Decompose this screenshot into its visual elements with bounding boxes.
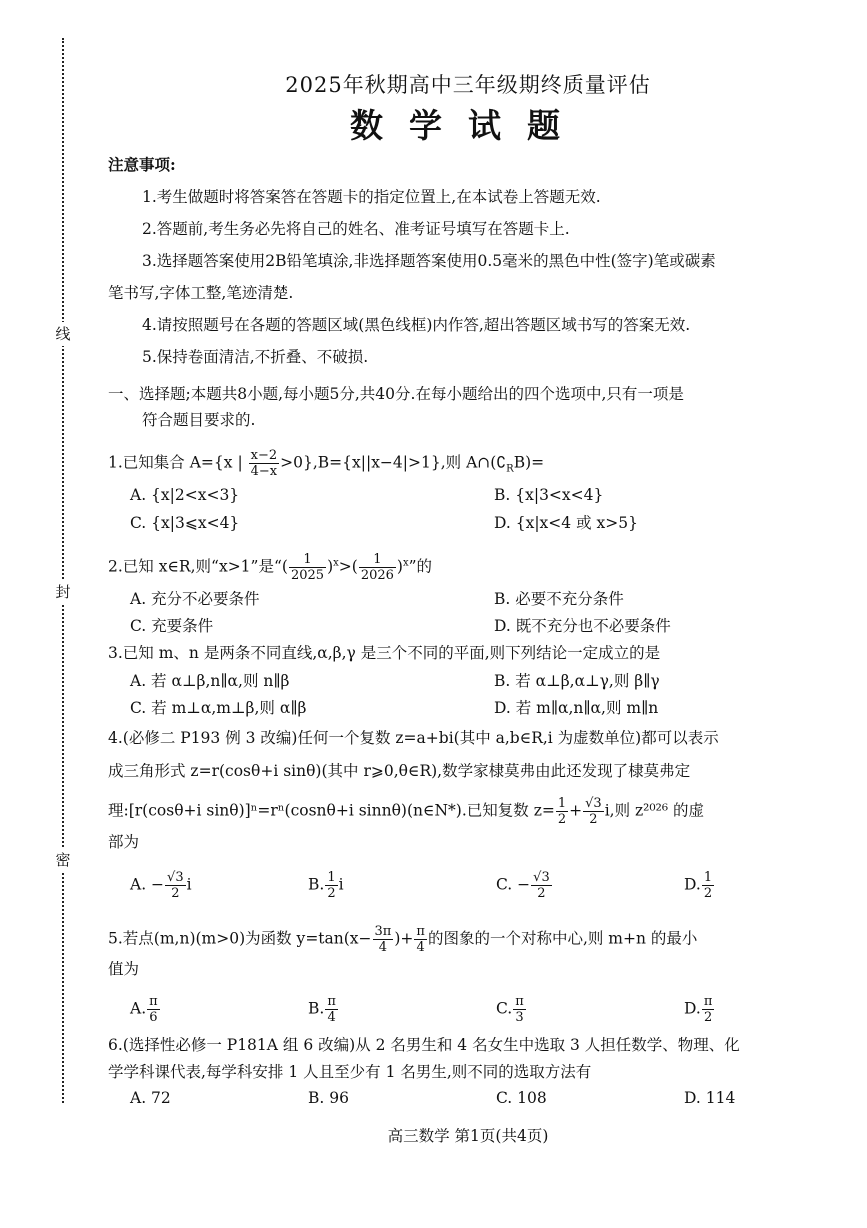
question-4-line: 成三角形式 z=r(cosθ+i sinθ)(其中 r⩾0,θ∈R),数学家棣莫弗由此还发现了棣莫弗定: [108, 762, 691, 780]
section-heading-cont: 符合题目要求的.: [142, 411, 256, 429]
note-item: 4.请按照题号在各题的答题区域(黑色线框)内作答,超出答题区域书写的答案无效.: [142, 316, 691, 334]
question-4-option-d: D. $\frac{1}{2}$: [684, 870, 713, 901]
question-2-option-d: D. 既不充分也不必要条件: [494, 617, 671, 635]
question-6-line: 学学科课代表,每学科安排 1 人且至少有 1 名男生,则不同的选取方法有: [108, 1063, 592, 1081]
question-3-option-d: D. 若 m∥α,n∥α,则 m∥n: [494, 699, 659, 717]
binding-char-secret: 密: [52, 848, 74, 872]
note-item: 1.考生做题时将答案答在答题卡的指定位置上,在本试卷上答题无效.: [142, 188, 601, 206]
question-3-option-c: C. 若 m⊥α,m⊥β,则 α∥β: [130, 699, 307, 717]
question-5-option-a: A. $\frac{\pi}{6}$: [130, 994, 158, 1025]
question-1-option-b: B. {x|3<x<4}: [494, 486, 604, 504]
question-4-line: 部为: [108, 833, 140, 851]
question-6-option-a: A. 72: [130, 1089, 171, 1107]
question-3-option-a: A. 若 α⊥β,n∥α,则 n∥β: [130, 672, 290, 690]
question-5-line: 5.若点(m,n)(m>0)为函数 y=tan(x− $\frac{3\pi}{4}$ )+ $\frac{\pi}{4}$ 的图象的一个对称中心,则 m+n 的最小: [108, 924, 698, 955]
question-5-line: 值为: [108, 960, 140, 978]
question-2-option-c: C. 充要条件: [130, 617, 214, 635]
question-3-stem: 3.已知 m、n 是两条不同直线,α,β,γ 是三个不同的平面,则下列结论一定成立的是: [108, 644, 661, 662]
question-5-option-c: C. $\frac{\pi}{3}$: [496, 994, 524, 1025]
note-item: 笔书写,字体工整,笔迹清楚.: [108, 284, 294, 302]
exam-title: 2025年秋期高中三年级期终质量评估: [285, 73, 651, 97]
note-item: 3.选择题答案使用2B铅笔填涂,非选择题答案使用0.5毫米的黑色中性(签字)笔或碳素: [142, 252, 716, 270]
question-6-option-d: D. 114: [684, 1089, 736, 1107]
question-1-stem: 1.已知集合 A={x | $\frac{x-2}{4-x}$ >0},B={x||x−4|>1},则 $A\cap(∁_RB)=$: [108, 448, 545, 479]
question-5-option-d: D. $\frac{\pi}{2}$: [684, 994, 713, 1025]
page-footer: 高三数学 第1页(共4页): [387, 1127, 549, 1145]
section-heading: 一、选择题;本题共8小题,每小题5分,共40分.在每小题给出的四个选项中,只有一项是: [108, 385, 684, 403]
question-1-option-c: C. {x|3⩽x<4}: [130, 514, 240, 532]
question-4-option-a: A. − $\frac{√3}{2}$ i: [130, 870, 192, 901]
binding-char-line: 线: [52, 322, 74, 346]
question-4-line: 4.(必修二 P193 例 3 改编)任何一个复数 z=a+bi(其中 a,b∈R,i 为虚数单位)都可以表示: [108, 729, 719, 747]
question-4-option-c: C. − $\frac{√3}{2}$: [496, 870, 550, 901]
question-4-option-b: B. $\frac{1}{2}$ i: [308, 870, 344, 901]
question-5-option-b: B. $\frac{\pi}{4}$: [308, 994, 336, 1025]
question-6-option-b: B. 96: [308, 1089, 349, 1107]
question-1-option-a: A. {x|2<x<3}: [130, 486, 240, 504]
binding-dotted-line: [62, 38, 64, 1103]
subject-title: 数学试题: [350, 106, 586, 145]
binding-char-seal: 封: [52, 580, 74, 604]
question-2-stem: 2.已知 x∈R,则“x>1”是“( $\frac{1}{2025}$ )$^x$>( $\frac{1}{2026}$ )$^x$”的: [108, 552, 433, 583]
question-2-option-a: A. 充分不必要条件: [130, 590, 260, 608]
question-3-option-b: B. 若 α⊥β,α⊥γ,则 β∥γ: [494, 672, 660, 690]
note-item: 5.保持卷面清洁,不折叠、不破损.: [142, 348, 369, 366]
note-item: 2.答题前,考生务必先将自己的姓名、准考证号填写在答题卡上.: [142, 220, 570, 238]
question-4-line: 理:[r(cosθ+i sinθ)]ⁿ=rⁿ(cosnθ+i sinnθ)(n∈N*).已知复数 z= $\frac{1}{2}$ + $\frac{√3}{2}$ i,则 z²⁰²⁶ 的虚: [108, 796, 704, 827]
question-6-option-c: C. 108: [496, 1089, 547, 1107]
question-6-line: 6.(选择性必修一 P181A 组 6 改编)从 2 名男生和 4 名女生中选取 3 人担任数学、物理、化: [108, 1036, 740, 1054]
question-2-option-b: B. 必要不充分条件: [494, 590, 624, 608]
question-1-option-d: D. {x|x<4 或 x>5}: [494, 514, 638, 532]
notes-heading: 注意事项:: [108, 155, 176, 174]
